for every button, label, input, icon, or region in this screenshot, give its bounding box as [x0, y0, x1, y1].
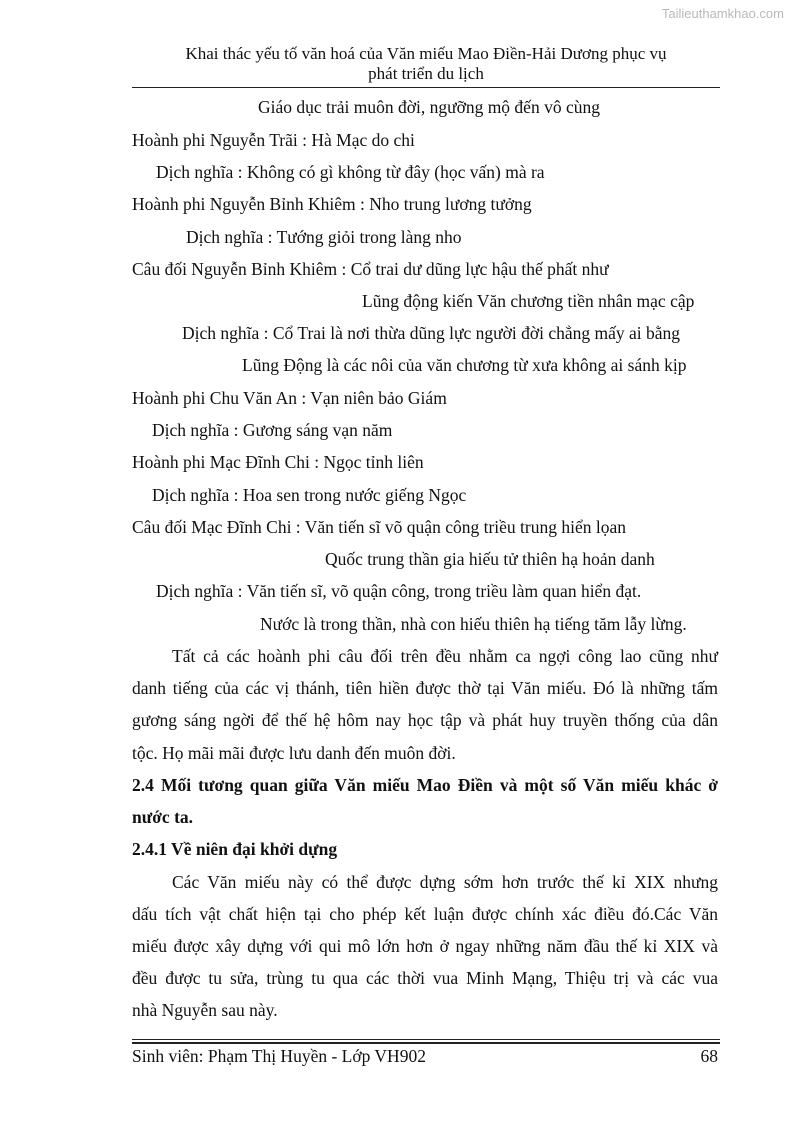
- text-line: Hoành phi Mạc Đĩnh Chi : Ngọc tỉnh liên: [132, 452, 424, 472]
- text-line: Giáo dục trải muôn đời, ngưỡng mộ đến vô cùng: [258, 97, 600, 117]
- text-line: Dịch nghĩa : Cổ Trai là nơi thừa dũng lực người đời chẳng mấy ai bằng: [182, 323, 681, 343]
- text-line: Hoành phi Nguyễn Bỉnh Khiêm : Nho trung lương tưởng: [132, 194, 532, 214]
- subsection-heading: 2.4.1 Về niên đại khởi dựng: [132, 839, 338, 859]
- paragraph-line: Các Văn miếu này có thể được dựng sớm hơn trước thế kỉ XIX nhưng: [172, 872, 718, 892]
- text-line: Câu đối Nguyễn Bỉnh Khiêm : Cổ trai dư dũng lực hậu thế phất như: [132, 259, 609, 279]
- text-line: Dịch nghĩa : Văn tiến sĩ, võ quận công, trong triều làm quan hiển đạt.: [156, 581, 642, 601]
- text-line: Dịch nghĩa : Không có gì không từ đây (học vấn) mà ra: [156, 162, 545, 182]
- text-line: Lũng Động là các nôi của văn chương từ xưa không ai sánh kịp: [242, 355, 687, 375]
- text-line: Nước là trong thần, nhà con hiếu thiên hạ tiếng tăm lẫy lừng.: [260, 614, 687, 634]
- footer-student: Sinh viên: Phạm Thị Huyền - Lớp VH902: [132, 1046, 426, 1066]
- section-heading: 2.4 Mối tương quan giữa Văn miếu Mao Điền và một số Văn miếu khác ở: [132, 775, 718, 795]
- text-line: Câu đối Mạc Đĩnh Chi : Văn tiến sĩ võ quận công triều trung hiển lọan: [132, 517, 626, 537]
- paragraph-line: danh tiếng của các vị thánh, tiên hiền được thờ tại Văn miếu. Đó là những tấm: [132, 678, 718, 698]
- footer-rule: [132, 1039, 720, 1040]
- header-title-line-1: Khai thác yếu tố văn hoá của Văn miếu Mao Điền-Hải Dương phục vụ: [185, 44, 667, 63]
- text-line: Dịch nghĩa : Gương sáng vạn năm: [152, 420, 393, 440]
- footer-rule: [132, 1042, 720, 1044]
- header-title-line-2: phát triển du lịch: [368, 64, 484, 83]
- paragraph-line: Tất cả các hoành phi câu đối trên đều nhằm ca ngợi công lao cũng như: [172, 646, 718, 666]
- text-line: Dịch nghĩa : Tướng giỏi trong làng nho: [186, 227, 462, 247]
- text-line: Hoành phi Nguyễn Trãi : Hà Mạc do chi: [132, 130, 415, 150]
- page-number: 68: [700, 1046, 718, 1066]
- header-rule: [132, 87, 720, 88]
- text-line: Dịch nghĩa : Hoa sen trong nước giếng Ngọc: [152, 485, 467, 505]
- paragraph-line: dấu tích vật chất hiện tại cho phép kết luận được chính xác điều đó.Các Văn: [132, 904, 718, 924]
- page-header: [132, 44, 720, 84]
- page-footer: [132, 1046, 718, 1067]
- text-line: Lũng động kiến Văn chương tiền nhân mạc cập: [362, 291, 695, 311]
- watermark: Tailieuthamkhao.com: [661, 6, 784, 21]
- paragraph-line: miếu được xây dựng với qui mô lớn hơn ở ngay những năm đầu thế kỉ XIX và: [132, 936, 718, 956]
- paragraph-line: nhà Nguyễn sau này.: [132, 1000, 278, 1020]
- paragraph-line: đều được tu sửa, trùng tu qua các thời vua Minh Mạng, Thiệu trị và các vua: [132, 968, 718, 988]
- text-line: Hoành phi Chu Văn An : Vạn niên bảo Giám: [132, 388, 447, 408]
- text-line: Quốc trung thần gia hiếu tử thiên hạ hoản danh: [325, 549, 655, 569]
- section-heading: nước ta.: [132, 807, 194, 827]
- paragraph-line: tộc. Họ mãi mãi được lưu danh đến muôn đời.: [132, 743, 456, 763]
- paragraph-line: gương sáng ngời để thế hệ hôm nay học tập và phát huy truyền thống của dân: [132, 710, 718, 730]
